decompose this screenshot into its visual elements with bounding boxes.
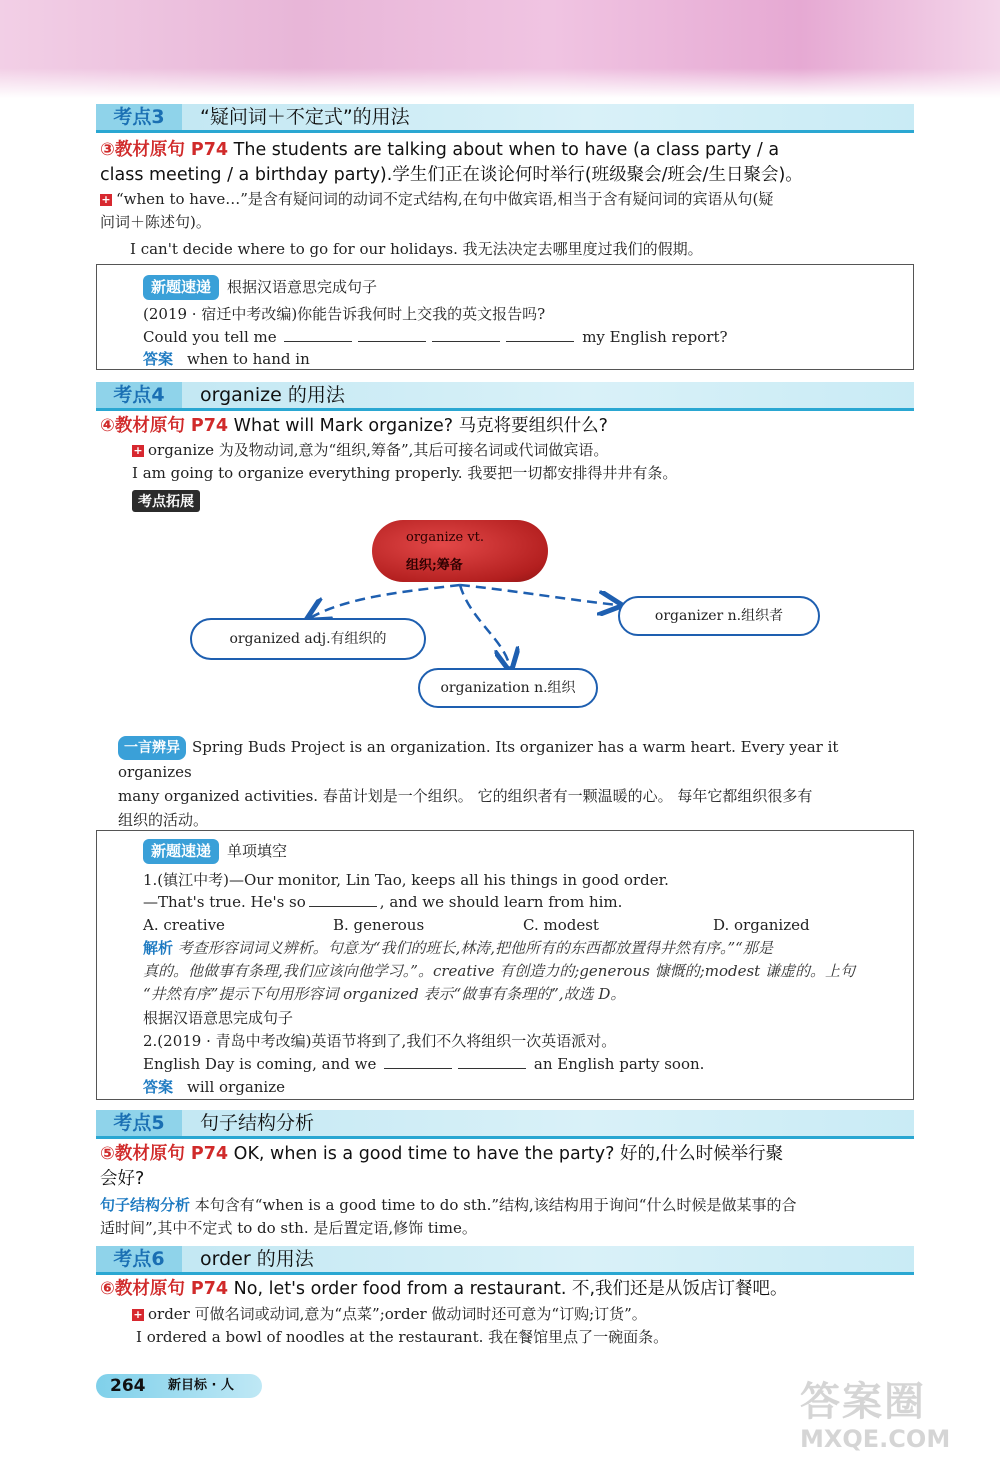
- plus-icon: +: [133, 1308, 143, 1321]
- question-1-analysis: 解析 考查形容词词义辨析。句意为“我们的班长,林涛,把他所有的东西都放置得井然有序。”“那是 真的。他做事有条理,我们应该向他学习。”。creative 有创造力的;generous 慷慨的;modest 谦虚的。上句 “井然有序”提示下句用形容词 organized 表示“做事有条理的”,故选 D。: [143, 939, 855, 1003]
- diagram-node-organizer: organizer n.组织者: [618, 596, 820, 636]
- diagram-node-organized: organized adj.有组织的: [190, 618, 426, 660]
- plus-icon: +: [101, 193, 111, 206]
- section-4-title: organize 的用法: [200, 384, 345, 406]
- section-5-header: [96, 1110, 914, 1139]
- section-6-tag: 考点6: [96, 1246, 182, 1272]
- section-6-title: order 的用法: [200, 1248, 314, 1270]
- exercise-instruction: 根据汉语意思完成句子: [227, 278, 378, 296]
- section-6-note: + order 可做名词或动词,意为“点菜”;order 做动词时还可意为“订购;订货”。: [133, 1305, 647, 1323]
- section-4-tag: 考点4: [96, 382, 182, 408]
- page-footer: [96, 1374, 262, 1398]
- page-number: 264: [110, 1376, 146, 1396]
- extension-badge: 考点拓展: [132, 490, 200, 512]
- question-1-options: A. creative B. generous C. modest D. organized: [143, 916, 810, 934]
- section-3-note: + “when to have…”是含有疑问词的动词不定式结构,在句中做宾语,相当于含有疑问词的宾语从句(疑 问词＋陈述句)。: [100, 190, 774, 231]
- diagram-node-organization: organization n.组织: [418, 668, 598, 708]
- question-2: 2.(2019 · 青岛中考改编)英语节将到了,我们不久将组织一次英语派对。: [143, 1032, 617, 1050]
- word-family-diagram-lines: [0, 0, 1000, 720]
- exercise-instruction-2: 根据汉语意思完成句子: [143, 1009, 294, 1027]
- yiyan-badge: 一言辨异: [118, 736, 186, 760]
- section-5-title: 句子结构分析: [200, 1112, 315, 1134]
- section-5-original-sentence: ⑤教材原句 P74 OK, when is a good time to have the party? 好的,什么时候举行聚 会好?: [100, 1144, 784, 1189]
- plus-icon: +: [133, 444, 143, 457]
- question-1: 1.(镇江中考)—Our monitor, Lin Tao, keeps all his things in good order.: [143, 871, 669, 889]
- orig-line2: class meeting / a birthday party).学生们正在谈论何时举行(班级聚会/班会/生日聚会)。: [100, 165, 803, 185]
- watermark: 答案圈 MXQE.COM: [800, 1379, 951, 1453]
- section-4-note: + organize 为及物动词,意为“组织,筹备”,其后可接名词或代词做宾语。: [133, 441, 609, 459]
- orig-label: ③教材原句 P74: [100, 140, 229, 160]
- exercise-fill-line: Could you tell me my English report?: [143, 328, 728, 346]
- section-5-tag: 考点5: [96, 1110, 182, 1136]
- blank: [309, 892, 377, 907]
- exercise-question: (2019 · 宿迁中考改编)你能告诉我何时上交我的英文报告吗?: [143, 305, 546, 323]
- exercise-answer: 答案 when to hand in: [143, 350, 310, 368]
- section-3-example: I can't decide where to go for our holidays. 我无法决定去哪里度过我们的假期。: [130, 240, 703, 258]
- section-4-exercise-box: 新题速递 单项填空 1.(镇江中考)—Our monitor, Lin Tao, keeps all his things in good order. —That's true. He's so , and we should learn from him. A. creative B. generous C. modest D. organized 解析 考查形容词词义辨析。句意为“我们的班长,林涛,把他所有的东西都放置得井然有序。”“那是 真的。他做事有条理,我们应该向他学习。”。creative 有创造力的;generous 慷慨的;modest 谦虚的。上句 “井然有序”提示下句用形容词 organized 表示“做事有条理的”,故选 D。 根据汉语意思完成句子 2.(2019 · 青岛中考改编)英语节将到了,我们不久将组织一次英语派对。 English Day is coming, and we an English party soon. 答案 will organize: [96, 830, 914, 1100]
- section-6-example: I ordered a bowl of noodles at the restaurant. 我在餐馆里点了一碗面条。: [136, 1328, 669, 1346]
- section-3-title: “疑问词＋不定式”的用法: [200, 106, 410, 128]
- section-6-header: [96, 1246, 914, 1275]
- answer-label: 答案: [143, 350, 174, 368]
- one-sentence-distinction: 一言辨异 Spring Buds Project is an organization. Its organizer has a warm heart. Every year it organizes many organized activities. 春苗计划是一个组织。 它的组织者有一颗温暖的心。 每年它都组织很多有 组织的活动。: [118, 738, 839, 829]
- section-5-structure-analysis: 句子结构分析 本句含有“when is a good time to do sth.”结构,该结构用于询问“什么时候是做某事的合 适时间”,其中不定式 to do sth. 是后置定语,修饰 time。: [100, 1196, 797, 1237]
- section-4-original-sentence: ④教材原句 P74 What will Mark organize? 马克将要组织什么?: [100, 416, 608, 436]
- question-2-line2: English Day is coming, and we an English party soon.: [143, 1055, 705, 1073]
- section-3-tag: 考点3: [96, 104, 182, 130]
- question-1-line2: —That's true. He's so , and we should learn from him.: [143, 893, 623, 911]
- question-2-answer: 答案 will organize: [143, 1078, 285, 1096]
- blank: [384, 1054, 452, 1069]
- orig-line1: The students are talking about when to have (a class party / a: [233, 140, 780, 160]
- series-name: 新目标 · 人: [168, 1378, 234, 1393]
- new-question-badge: 新题速递: [143, 275, 219, 300]
- section-4-example: I am going to organize everything properly. 我要把一切都安排得井井有条。: [132, 464, 678, 482]
- section-6-original-sentence: ⑥教材原句 P74 No, let's order food from a restaurant. 不,我们还是从饭店订餐吧。: [100, 1279, 788, 1299]
- blank: [458, 1054, 526, 1069]
- diagram-center-node: organize vt. 组织;筹备: [372, 520, 548, 582]
